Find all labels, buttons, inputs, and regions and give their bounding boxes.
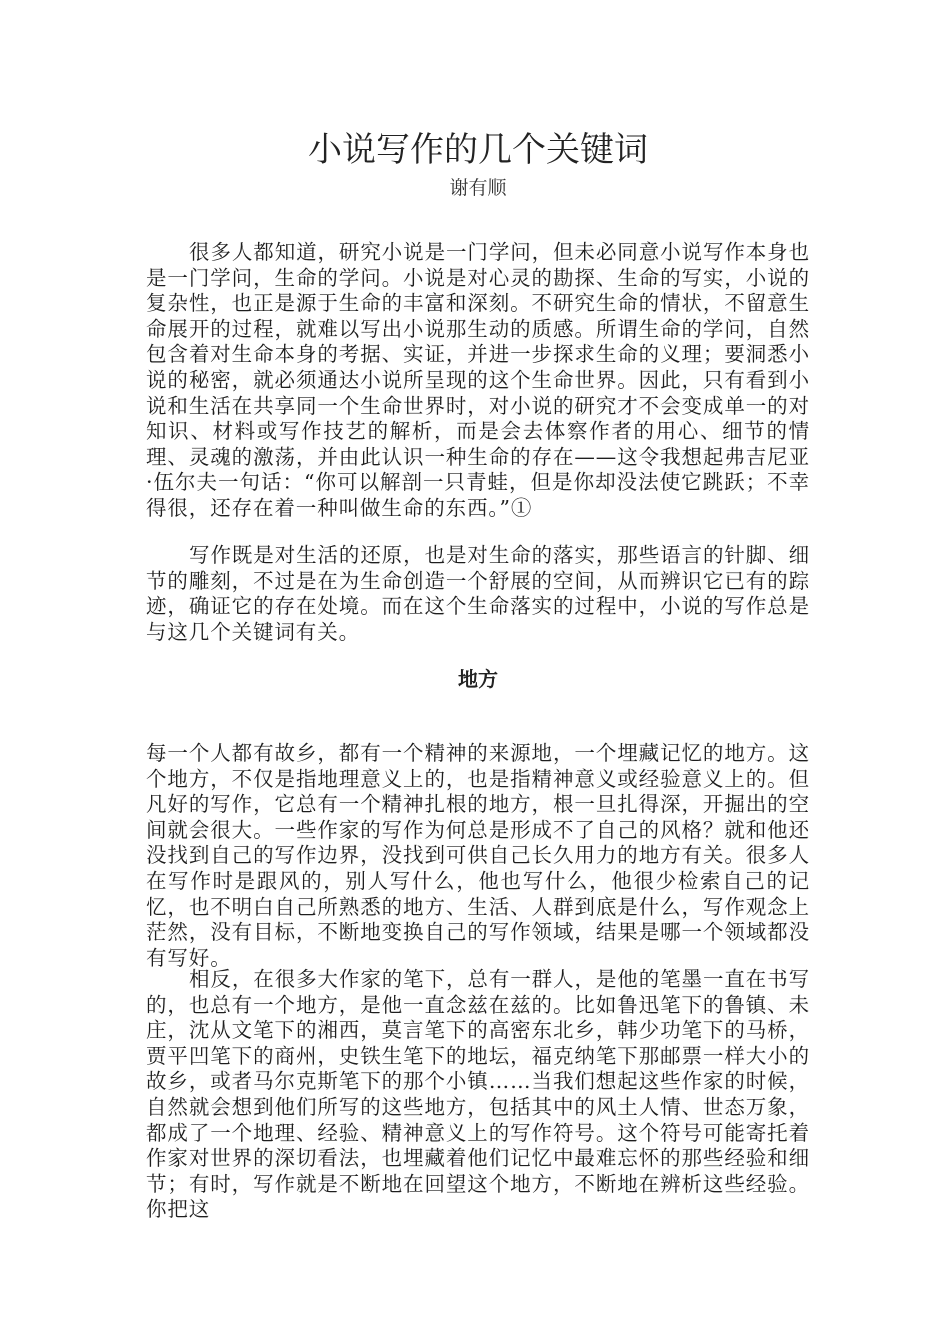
section-paragraph-2: 相反，在很多大作家的笔下，总有一群人，是他的笔墨一直在书写的，也总有一个地方，是他一直念兹在兹的。比如鲁迅笔下的鲁镇、未庄，沈从文笔下的湘西，莫言笔下的高密东北乡，韩少功笔下的马桥，贾平凹笔下的商州，史铁生笔下的地坛，福克纳笔下那邮票一样大小的故乡，或者马尔克斯笔下的那个小镇……当我们想起这些作家的时候，自然就会想到他们所写的这些地方，包括其中的风土人情、世态万象，都成了一个地理、经验、精神意义上的写作符号。这个符号可能寄托着作家对世界的深切看法，也埋藏着他们记忆中最难忘怀的那些经验和细节；有时，写作就是不断地在回望这个地方，不断地在辨析这些经验。你把这 [146,967,810,1222]
author-name: 谢有顺 [449,177,507,199]
intro-paragraph-1: 很多人都知道，研究小说是一门学问，但未必同意小说写作本身也是一门学问，生命的学问。小说是对心灵的勘探、生命的写实，小说的复杂性，也正是源于生命的丰富和深刻。不研究生命的情状，不留意生命展开的过程，就难以写出小说那生动的质感。所谓生命的学问，自然包含着对生命本身的考据、实证，并进一步探求生命的义理；要洞悉小说的秘密，就必须通达小说所呈现的这个生命世界。因此，只有看到小说和生活在共享同一个生命世界时，对小说的研究才不会变成单一的对知识、材料或写作技艺的解析，而是会去体察作者的用心、细节的情理、灵魂的激荡，并由此认识一种生命的存在——这令我想起弗吉尼亚·伍尔夫一句话：“你可以解剖一只青蛙，但是你却没法使它跳跃；不幸得很，还存在着一种叫做生命的东西。”① [146,240,810,520]
intro-paragraph-2: 写作既是对生活的还原，也是对生命的落实，那些语言的针脚、细节的雕刻，不过是在为生命创造一个舒展的空间，从而辨识它已有的踪迹，确证它的存在处境。而在这个生命落实的过程中，小说的写作总是与这几个关键词有关。 [146,543,810,644]
section-paragraph-1: 每一个人都有故乡，都有一个精神的来源地，一个埋藏记忆的地方。这个地方，不仅是指地理意义上的，也是指精神意义或经验意义上的。但凡好的写作，它总有一个精神扎根的地方，根一旦扎得深，开掘出的空间就会很大。一些作家的写作为何总是形成不了自己的风格？就和他还没找到自己的写作边界，没找到可供自己长久用力的地方有关。很多人在写作时是跟风的，别人写什么，他也写什么，他很少检索自己的记忆，也不明白自己所熟悉的地方、生活、人群到底是什么，写作观念上茫然，没有目标，不断地变换自己的写作领域，结果是哪一个领域都没有写好。 [146,741,810,970]
section-heading: 地方 [458,667,498,691]
document-title: 小说写作的几个关键词 [308,130,648,170]
